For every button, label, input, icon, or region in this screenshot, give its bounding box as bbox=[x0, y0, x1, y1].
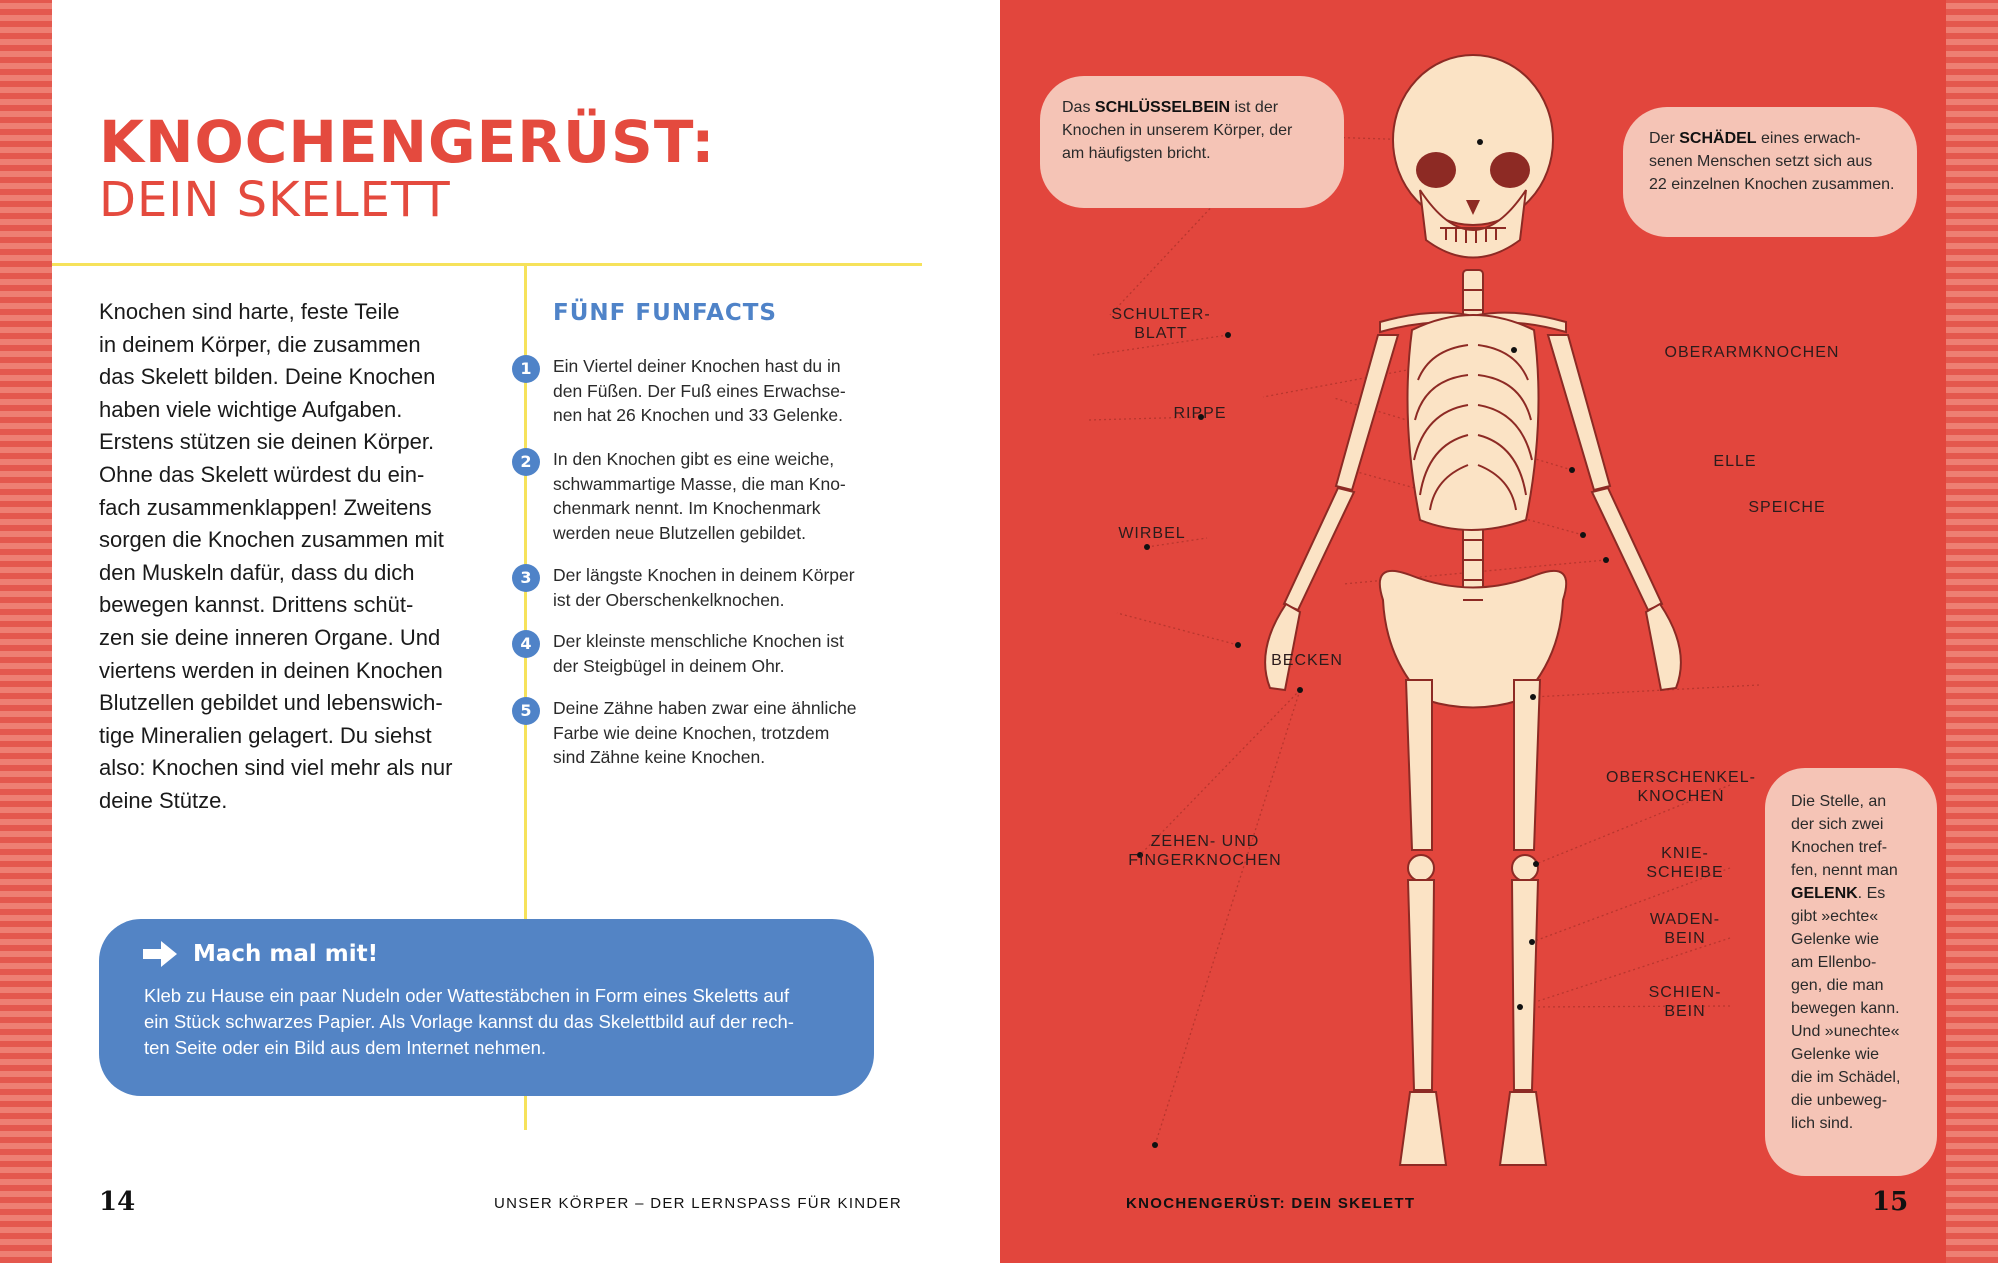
footer-left: UNSER KÖRPER – DER LERNSPASS FÜR KINDER bbox=[494, 1195, 902, 1212]
bubble-joint: Die Stelle, an der sich zwei Knochen tref- fen, nennt man GELENK. Es gibt »echte« Gelenke wie am Ellenbo- gen, die man bewegen kann. Und »unechte« Gelenke wie die im Schädel, die unbeweg- lich sind. bbox=[1765, 768, 1937, 1176]
bubble-skull: Der SCHÄDEL eines erwach- senen Menschen setzt sich aus 22 einzelnen Knochen zusammen. bbox=[1623, 107, 1917, 237]
intro-text: Knochen sind harte, feste Teile in deinem Körper, die zusammen das Skelett bilden. Deine Knochen haben viele wichtige Aufgaben. Erstens stützen sie deinen Körper. Ohne das Skelett würdest du ein- fach zusammenklappen! Zweitens sorgen die Knochen zusammen mit den Muskeln dafür, dass du dich bewegen kannst. Drittens schüt- zen sie deine inneren Organe. Und viertens werden in deinen Knochen Blutzellen gebildet und lebenswich- tige Mineralien gelagert. Du siehst also: Knochen sind viel mehr als nur deine Stütze. bbox=[99, 299, 453, 813]
label-oberschenkelknochen: OBERSCHENKEL- KNOCHEN bbox=[1606, 769, 1756, 805]
funfacts-heading: FÜNF FUNFACTS bbox=[553, 300, 777, 326]
activity-text: Kleb zu Hause ein paar Nudeln oder Wattestäbchen in Form eines Skeletts auf ein Stück schwarzes Papier. Als Vorlage kannst du das Skelettbild auf der rech- ten Seite oder ein Bild aus dem Internet nehmen. bbox=[144, 985, 794, 1058]
right-page bbox=[1000, 0, 1946, 1263]
left-stripe-border bbox=[0, 0, 52, 1263]
activity-title: Mach mal mit! bbox=[193, 941, 379, 967]
fact-item-1: Ein Viertel deiner Knochen hast du in den Füßen. Der Fuß eines Erwachse- nen hat 26 Knochen und 33 Gelenke. bbox=[553, 356, 846, 425]
page-subtitle: DEIN SKELETT bbox=[99, 172, 451, 228]
label-schienbein: SCHIEN- BEIN bbox=[1648, 984, 1722, 1020]
fact-number-4: 4 bbox=[512, 630, 540, 658]
label-schulterblatt: SCHULTER- BLATT bbox=[1111, 306, 1211, 342]
label-speiche: SPEICHE bbox=[1748, 499, 1826, 516]
fact-number-2: 2 bbox=[512, 448, 540, 476]
fact-number-1: 1 bbox=[512, 355, 540, 383]
label-kniescheibe: KNIE- SCHEIBE bbox=[1646, 845, 1724, 881]
fact-number-3: 3 bbox=[512, 564, 540, 592]
page-number-right: 15 bbox=[1872, 1187, 1909, 1217]
divider-horizontal bbox=[52, 263, 922, 266]
right-stripe-border bbox=[1946, 0, 1998, 1263]
fact-item-5: Deine Zähne haben zwar eine ähnliche Farbe wie deine Knochen, trotzdem sind Zähne keine Knochen. bbox=[553, 698, 857, 767]
page-title: KNOCHENGERÜST: bbox=[99, 108, 716, 176]
label-wadenbein: WADEN- BEIN bbox=[1649, 911, 1721, 947]
label-elle: ELLE bbox=[1713, 453, 1757, 470]
label-rippe: RIPPE bbox=[1173, 405, 1227, 422]
arrow-right-icon bbox=[143, 939, 179, 969]
page-number-left: 14 bbox=[99, 1187, 136, 1217]
label-zehen-fingerknochen: ZEHEN- UND FINGERKNOCHEN bbox=[1128, 833, 1282, 869]
label-wirbel: WIRBEL bbox=[1118, 525, 1186, 542]
footer-right: KNOCHENGERÜST: DEIN SKELETT bbox=[1126, 1195, 1416, 1212]
fact-item-3: Der längste Knochen in deinem Körper ist der Oberschenkelknochen. bbox=[553, 565, 855, 610]
activity-box bbox=[99, 919, 874, 1096]
label-oberarmknochen: OBERARMKNOCHEN bbox=[1664, 344, 1840, 361]
fact-item-2: In den Knochen gibt es eine weiche, schwammartige Masse, die man Kno- chenmark nennt. Im Knochenmark werden neue Blutzellen gebildet. bbox=[553, 449, 846, 543]
bubble-clavicle: Das SCHLÜSSELBEIN ist der Knochen in unserem Körper, der am häufigsten bricht. bbox=[1040, 76, 1344, 208]
label-becken: BECKEN bbox=[1271, 652, 1343, 669]
fact-item-4: Der kleinste menschliche Knochen ist der Steigbügel in deinem Ohr. bbox=[553, 631, 844, 676]
fact-number-5: 5 bbox=[512, 697, 540, 725]
